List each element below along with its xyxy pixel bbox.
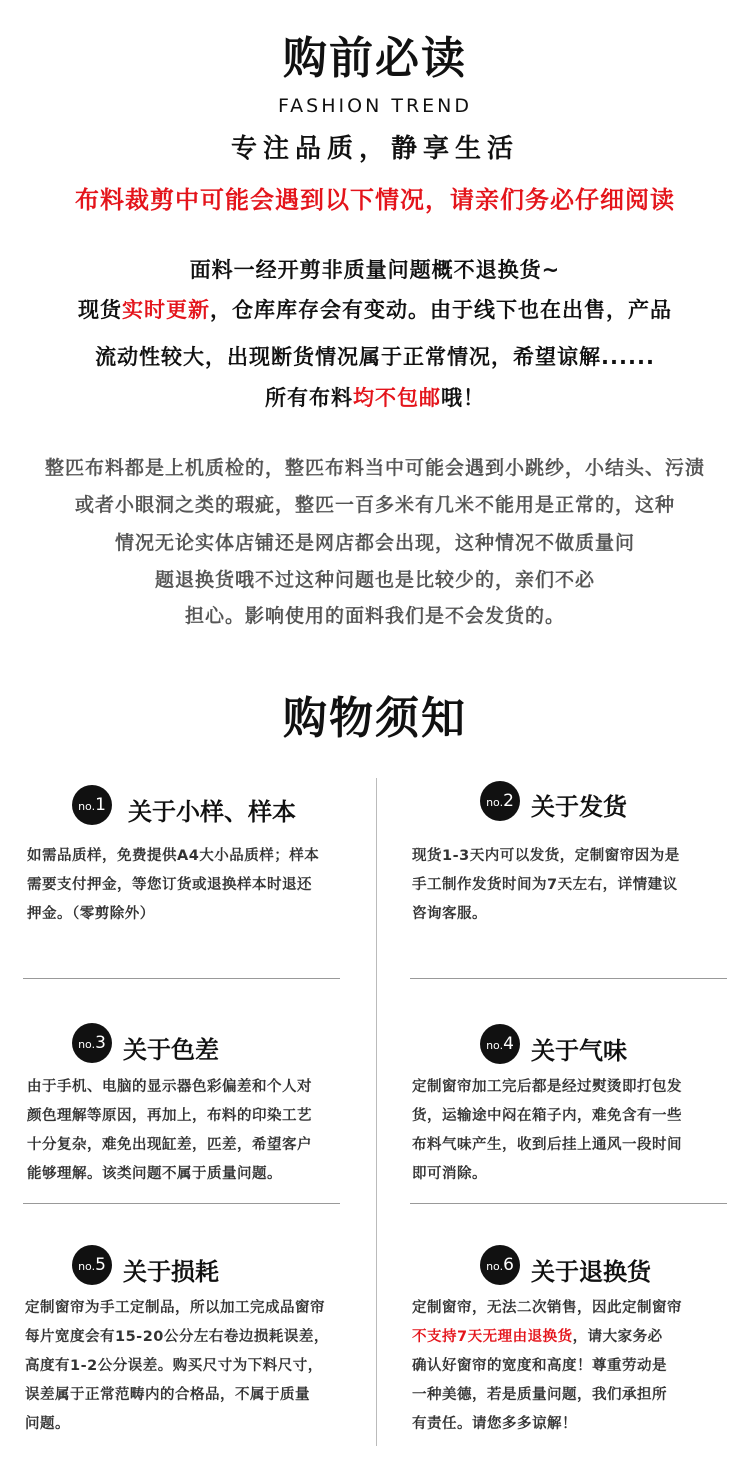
notice-line-3: 流动性较大，出现断货情况属于正常情况，希望谅解...... — [95, 345, 655, 369]
card-body: 如需品质样，免费提供A4大小品质样；样本 需要支付押金，等您订货或退换样本时退还 押金。（零剪除外） — [27, 848, 320, 922]
card-title: 关于色差 — [123, 1036, 219, 1064]
notice-text: ，仓库库存会有变动。由于线下也在出售，产品 — [210, 298, 672, 322]
notice-highlight: 实时更新 — [122, 298, 210, 322]
section-title: 购物须知 — [283, 693, 467, 744]
card-body: 由于手机、电脑的显示器色彩偏差和个人对 颜色理解等原因，再加上，布料的印染工艺 十分复杂，难免出现缸差，匹差，希望客户 能够理解。该类问题不属于质量问题。 — [27, 1079, 312, 1182]
card-title: 关于损耗 — [123, 1258, 219, 1286]
number-badge: no.2 — [480, 781, 520, 821]
number-badge: no.3 — [72, 1023, 112, 1063]
card-body: 定制窗帘，无法二次销售，因此定制窗帘 不支持7天无理由退换货，请大家务必 确认好窗帘的宽度和高度！尊重劳动是 一种美德，若是质量问题，我们承担所 有责任。请您多多谅解！ — [412, 1300, 682, 1432]
card-title: 关于发货 — [531, 793, 627, 821]
card-title: 关于小样、样本 — [128, 798, 296, 826]
notice-text: 哦！ — [441, 386, 485, 410]
body-text: ，请大家务必 — [572, 1329, 663, 1345]
column-divider — [376, 778, 377, 1446]
quality-line: 题退换货哦不过这种问题也是比较少的，亲们不必 — [154, 569, 595, 591]
card-body: 现货1-3天内可以发货，定制窗帘因为是 手工制作发货时间为7天左右，详情建议 咨询客服。 — [412, 848, 680, 922]
row-divider — [23, 978, 340, 979]
card-body: 定制窗帘加工完后都是经过熨烫即打包发 货，运输途中闷在箱子内，难免含有一些 布料气味产生，收到后挂上通风一段时间 即可消除。 — [412, 1079, 682, 1182]
row-divider — [410, 978, 727, 979]
notice-line-2 — [0, 294, 750, 324]
notice-line-4 — [0, 382, 750, 412]
card-title: 关于退换货 — [531, 1258, 651, 1286]
number-badge: no.5 — [72, 1245, 112, 1285]
notice-highlight: 均不包邮 — [353, 386, 441, 410]
return-policy-highlight: 不支持7天无理由退换货 — [412, 1329, 573, 1345]
quality-line: 或者小眼洞之类的瑕疵，整匹一百多米有几米不能用是正常的，这种 — [74, 494, 675, 516]
row-divider — [410, 1203, 727, 1204]
tagline: 专注品质，静享生活 — [230, 134, 519, 164]
quality-line: 整匹布料都是上机质检的，整匹布料当中可能会遇到小跳纱，小结头、污渍 — [44, 457, 705, 479]
notice-text: 所有布料 — [265, 386, 353, 410]
number-badge: no.6 — [480, 1245, 520, 1285]
number-badge: no.4 — [480, 1024, 520, 1064]
quality-line: 情况无论实体店铺还是网店都会出现，这种情况不做质量问 — [114, 532, 635, 554]
notice-line-1: 面料一经开剪非质量问题概不退换货~ — [189, 258, 561, 282]
quality-line: 担心。影响使用的面料我们是不会发货的。 — [184, 605, 565, 627]
subtitle-en: FASHION TREND — [278, 95, 472, 117]
page-title: 购前必读 — [283, 33, 467, 84]
card-title: 关于气味 — [531, 1037, 627, 1065]
notice-text: 现货 — [78, 298, 122, 322]
number-badge: no.1 — [72, 785, 112, 825]
card-body: 定制窗帘为手工定制品，所以加工完成品窗帘 每片宽度会有15-20公分左右卷边损耗误差， 高度有1-2公分误差。购买尺寸为下料尺寸， 误差属于正常范畴内的合格品，不属于质量 问题。 — [25, 1300, 329, 1432]
warning-line: 布料裁剪中可能会遇到以下情况，请亲们务必仔细阅读 — [75, 186, 675, 214]
row-divider — [23, 1203, 340, 1204]
